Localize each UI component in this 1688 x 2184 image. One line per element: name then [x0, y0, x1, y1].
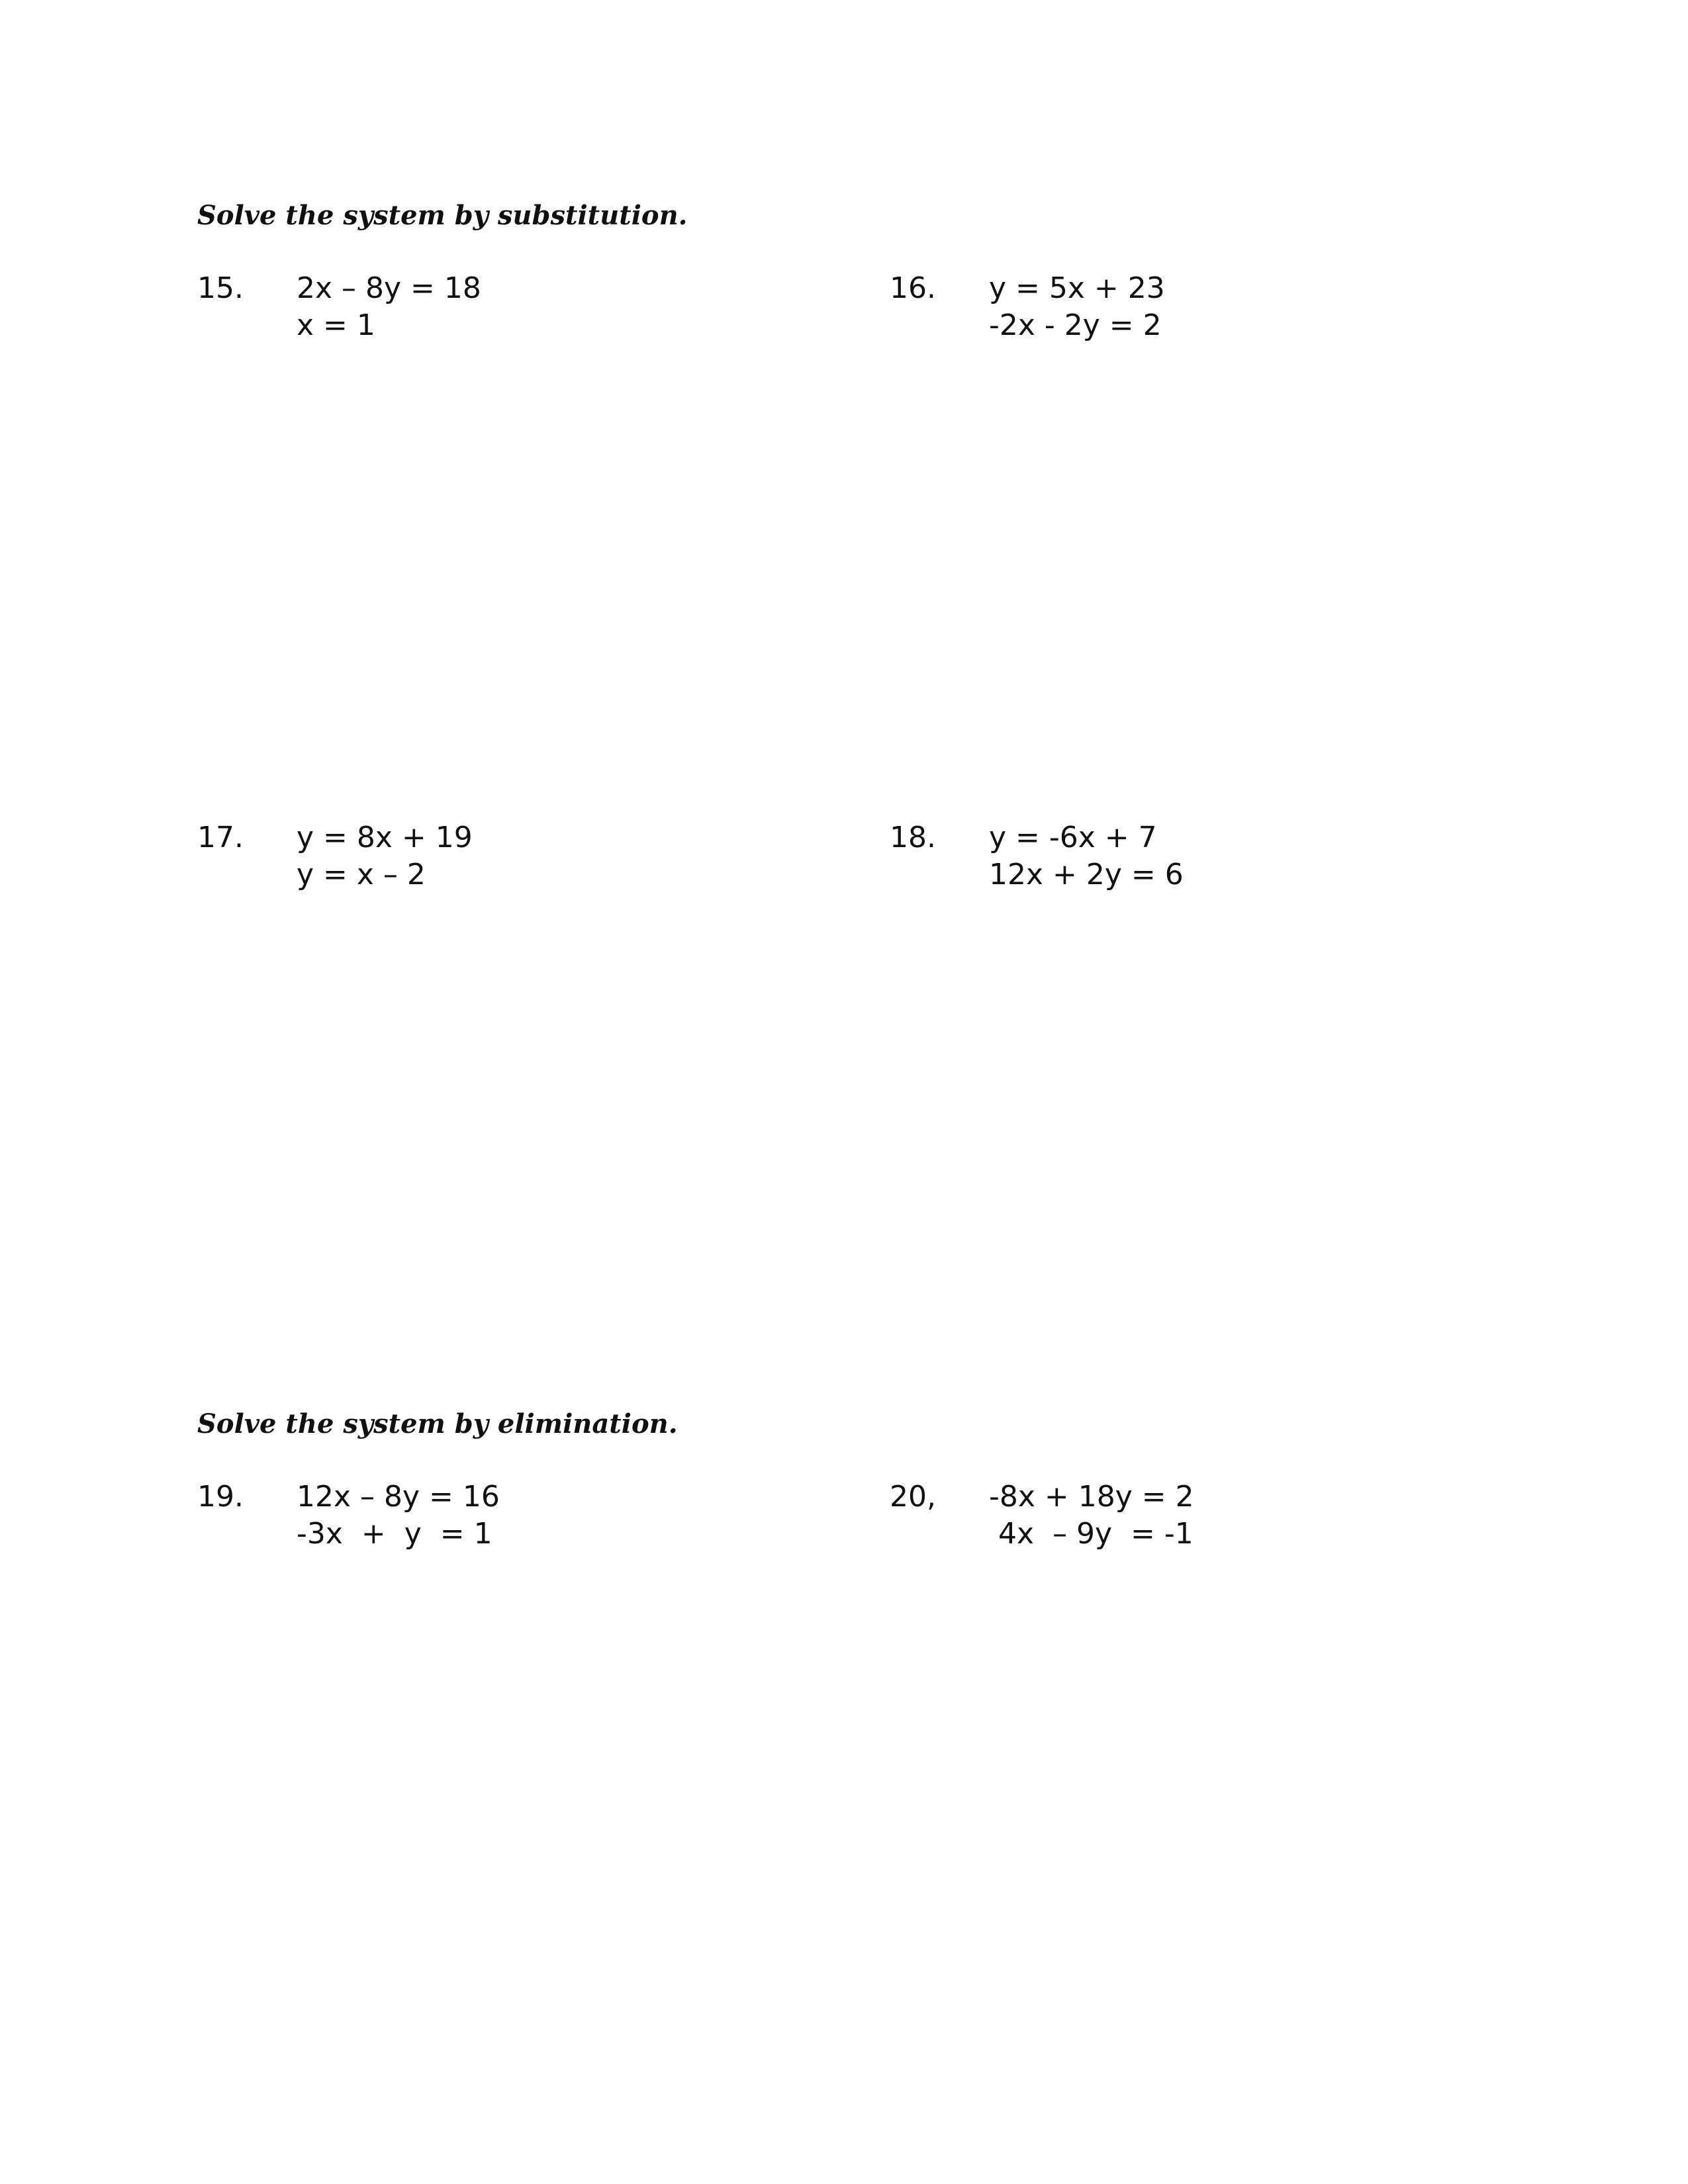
problem-number: 19.: [197, 1480, 244, 1514]
equation: y = x – 2: [297, 858, 426, 891]
equation-system: [989, 819, 1184, 893]
equation-system: [989, 1479, 1194, 1553]
equation-system: [297, 270, 481, 344]
problem-number: 20,: [890, 1480, 936, 1514]
equation: -2x - 2y = 2: [989, 308, 1162, 342]
equation: -8x + 18y = 2: [989, 1480, 1194, 1514]
equation: y = -6x + 7: [989, 821, 1157, 854]
problem-number: 15.: [197, 271, 244, 305]
equation: x = 1: [297, 308, 375, 342]
problem-number: 18.: [890, 821, 936, 854]
equation: 2x – 8y = 18: [297, 271, 481, 305]
problem-number: 17.: [197, 821, 244, 854]
equation: y = 8x + 19: [297, 821, 473, 854]
equation: 12x + 2y = 6: [989, 858, 1184, 891]
equation: y = 5x + 23: [989, 271, 1165, 305]
equation-system: [297, 1479, 500, 1553]
equation: 12x – 8y = 16: [297, 1480, 500, 1514]
equation-system: [989, 270, 1165, 344]
equation: 4x – 9y = -1: [989, 1517, 1194, 1551]
equation: -3x + y = 1: [297, 1517, 492, 1551]
equation-system: [297, 819, 473, 893]
problem-number: 16.: [890, 271, 936, 305]
substitution-instruction: Solve the system by substitution.: [197, 200, 688, 231]
elimination-instruction: Solve the system by elimination.: [197, 1408, 678, 1439]
